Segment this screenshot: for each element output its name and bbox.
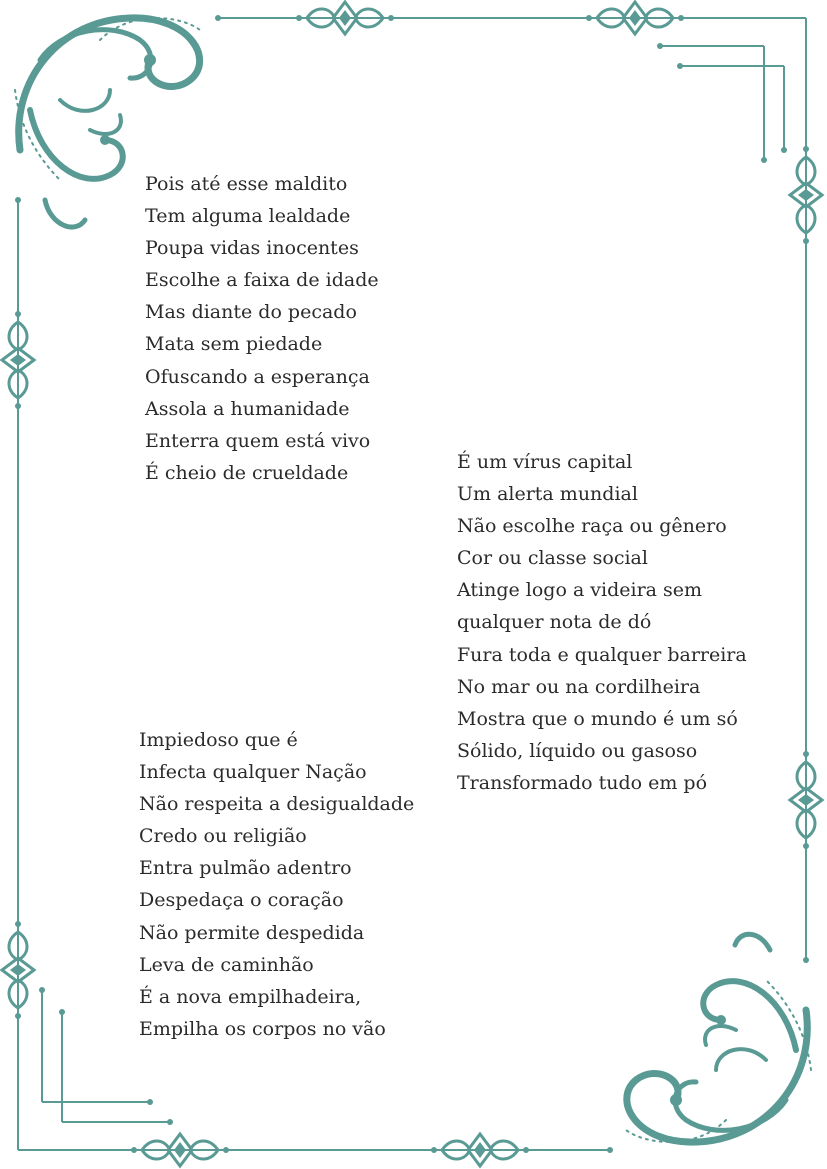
- verse-line: Pois até esse maldito: [145, 173, 348, 195]
- verse-line: Entra pulmão adentro: [139, 857, 352, 880]
- verse-line: Cor ou classe social: [457, 547, 648, 570]
- verse-line: Fura toda e qualquer barreira: [457, 643, 747, 666]
- verse-line: É cheio de crueldade: [145, 461, 349, 484]
- verse-line: Atinge logo a videira sem: [457, 579, 703, 602]
- stanza-2: [457, 446, 747, 799]
- verse-line: Não escolhe raça ou gênero: [457, 515, 727, 538]
- verse-line: Ofuscando a esperança: [145, 365, 370, 388]
- verse-line: Mostra que o mundo é um só: [457, 707, 738, 730]
- verse-line: Um alerta mundial: [457, 483, 638, 506]
- verse-line: Sólido, líquido ou gasoso: [457, 739, 698, 762]
- verse-line: Infecta qualquer Nação: [139, 761, 367, 784]
- verse-line: Mas diante do pecado: [145, 301, 357, 324]
- verse-line: No mar ou na cordilheira: [457, 675, 701, 698]
- verse-line: Tem alguma lealdade: [145, 205, 351, 228]
- verse-line: Impiedoso que é: [139, 729, 298, 751]
- verse-line: Escolhe a faixa de idade: [145, 269, 379, 292]
- verse-line: Assola a humanidade: [145, 397, 350, 420]
- verse-line: É um vírus capital: [457, 451, 633, 473]
- verse-line: qualquer nota de dó: [457, 611, 652, 634]
- stanza-1: [145, 168, 379, 489]
- verse-line: Leva de caminhão: [139, 953, 314, 976]
- verse-line: Transformado tudo em pó: [457, 771, 708, 794]
- verse-line: Não respeita a desigualdade: [139, 793, 415, 816]
- verse-line: Empilha os corpos no vão: [139, 1017, 386, 1040]
- verse-line: É a nova empilhadeira,: [139, 985, 362, 1008]
- bottom-right-corner-swirl: [626, 934, 811, 1142]
- verse-line: Credo ou religião: [139, 825, 307, 848]
- verse-line: Despedaça o coração: [139, 889, 344, 912]
- verse-line: Não permite despedida: [139, 921, 365, 944]
- verse-line: Enterra quem está vivo: [145, 429, 371, 452]
- verse-line: Mata sem piedade: [145, 333, 323, 356]
- verse-line: Poupa vidas inocentes: [145, 237, 359, 260]
- stanza-3: [139, 724, 414, 1045]
